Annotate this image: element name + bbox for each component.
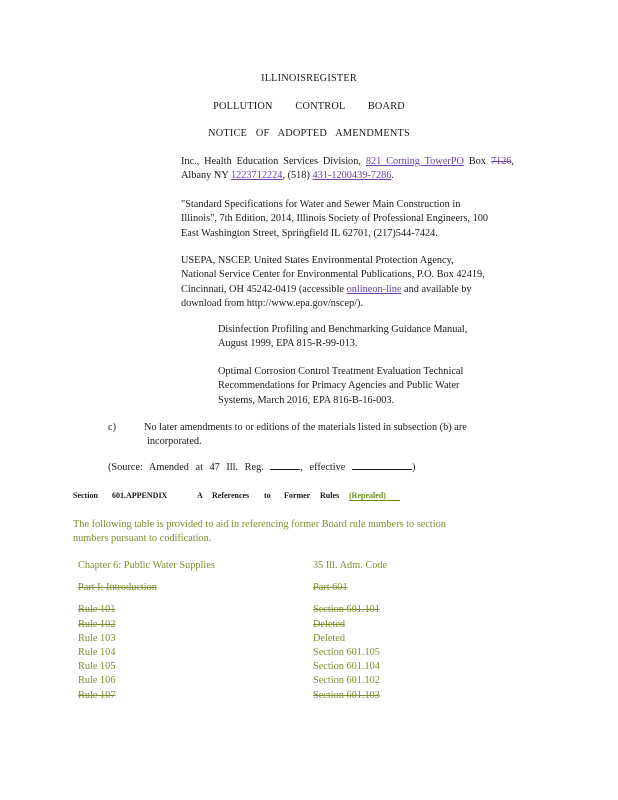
former-rules-part: Part I: Introduction [78,582,157,594]
table-row-left: Rule 103 [78,632,116,644]
section-heading [73,491,418,501]
ref4-line-2: August 1999, EPA 815-R-99-013. [218,338,358,350]
intro-line-2: numbers pursuant to codification. [73,533,212,545]
table-row-right: Section 601.104 [313,661,380,673]
table-row-right: Section 601.105 [313,646,380,658]
ref3-line-3 [181,283,521,297]
subsection-c-marker: c) [108,422,116,433]
ref5-line-3: Systems, March 2016, EPA 816-B-16-003. [218,394,395,406]
subsection-c-text [144,421,528,450]
ref1-inserted-phone: 431-1200439-7286 [312,170,392,182]
subsection-c-line-1: No later amendments to or editions of the materials listed in subsection (b) are [144,422,467,433]
ref1-text-1: Inc., Health Education Services Division, [181,156,366,167]
source-text-1: (Source: Amended at 47 Ill. Reg. [108,462,271,473]
table-row-right: Deleted [313,632,346,644]
table-row-right: Section 601.101 [313,604,380,616]
section-repealed: (Repealed) [349,491,400,501]
table-row-right: Section 601.102 [313,675,380,687]
table-introduction [73,518,505,547]
ref3-line-3a: Cincinnati, OH 45242-0419 (accessible [181,283,347,295]
ref3-inserted-online: onlineon-line [346,283,402,295]
code-sections-header: 35 Ill. Adm. Code [313,560,388,571]
ref1-deleted-box: 7126 [490,156,512,167]
ref5-line-2: Recommendations for Primacy Agencies and Public Water [218,380,460,392]
former-rules-header: Chapter 6: Public Water Supplies [78,560,215,571]
table-row-right: Section 601.103 [313,689,380,701]
ref3-line-3b: and available by [401,283,472,295]
board-title: POLLUTION CONTROL BOARD [213,101,405,112]
ref3-line-1: USEPA, NSCEP. United States Environmental Protection Agency, [181,255,454,266]
section-title-4: Rules [320,491,340,500]
code-sections-column [313,559,513,703]
table-row-left: Rule 107 [78,689,116,701]
source-text-2: , effective [300,462,352,473]
notice-title: NOTICE OF ADOPTED AMENDMENTS [208,128,410,139]
section-letter: A [197,491,203,500]
reference-health-education [181,155,514,184]
reference-standard-specifications [181,198,535,241]
code-sections-part: Part 601 [313,582,348,594]
source-date-blank [352,469,412,470]
ref1-text-4: , (518) [282,170,313,182]
source-reg-blank [270,469,300,470]
ref1-text-3: , Albany NY [181,156,514,182]
table-row-left: Rule 104 [78,646,116,658]
intro-line-1: The following table is provided to aid in referencing former Board rule numbers to section [73,519,446,530]
section-label: Section [73,491,98,500]
table-row-left: Rule 102 [78,618,116,630]
ref1-text-2: Box [463,156,491,167]
table-row-right: Deleted [313,618,346,630]
table-row-left: Rule 106 [78,675,116,687]
reference-usepa-nscep [181,254,521,312]
reference-disinfection-manual [218,323,502,352]
table-row-left: Rule 101 [78,604,116,616]
ref2-line-3: East Washington Street, Springfield IL 62701, (217)544-7424. [181,227,438,239]
section-title-2: to [264,491,271,500]
former-rules-column [78,559,278,703]
ref2-line-2: Illinois", 7th Edition, 2014, Illinois Society of Professional Engineers, 100 [181,213,489,225]
source-note [108,462,415,473]
ref5-line-1: Optimal Corrosion Control Treatment Evaluation Technical [218,366,464,377]
ref3-line-4: download from http://www.epa.gov/nscep/). [181,298,364,310]
ref2-line-1: "Standard Specifications for Water and Sewer Main Construction in [181,199,461,210]
table-row-left: Rule 105 [78,661,116,673]
ref1-text-5: . [391,170,394,182]
section-title-1: References [212,491,250,500]
source-text-3: ) [411,462,416,473]
register-title: ILLINOISREGISTER [261,73,357,84]
subsection-c-line-2: incorporated. [147,436,202,448]
ref1-inserted-zip: 1223712224 [230,170,283,182]
section-number: 601.APPENDIX [112,491,168,500]
reference-corrosion-control [218,365,498,408]
ref4-line-1: Disinfection Profiling and Benchmarking Guidance Manual, [218,324,468,335]
section-title-3: Former [284,491,311,500]
ref1-inserted-address: 821 Corning TowerPO [365,156,464,167]
ref3-line-2: National Service Center for Environmental Publications, P.O. Box 42419, [181,269,485,281]
